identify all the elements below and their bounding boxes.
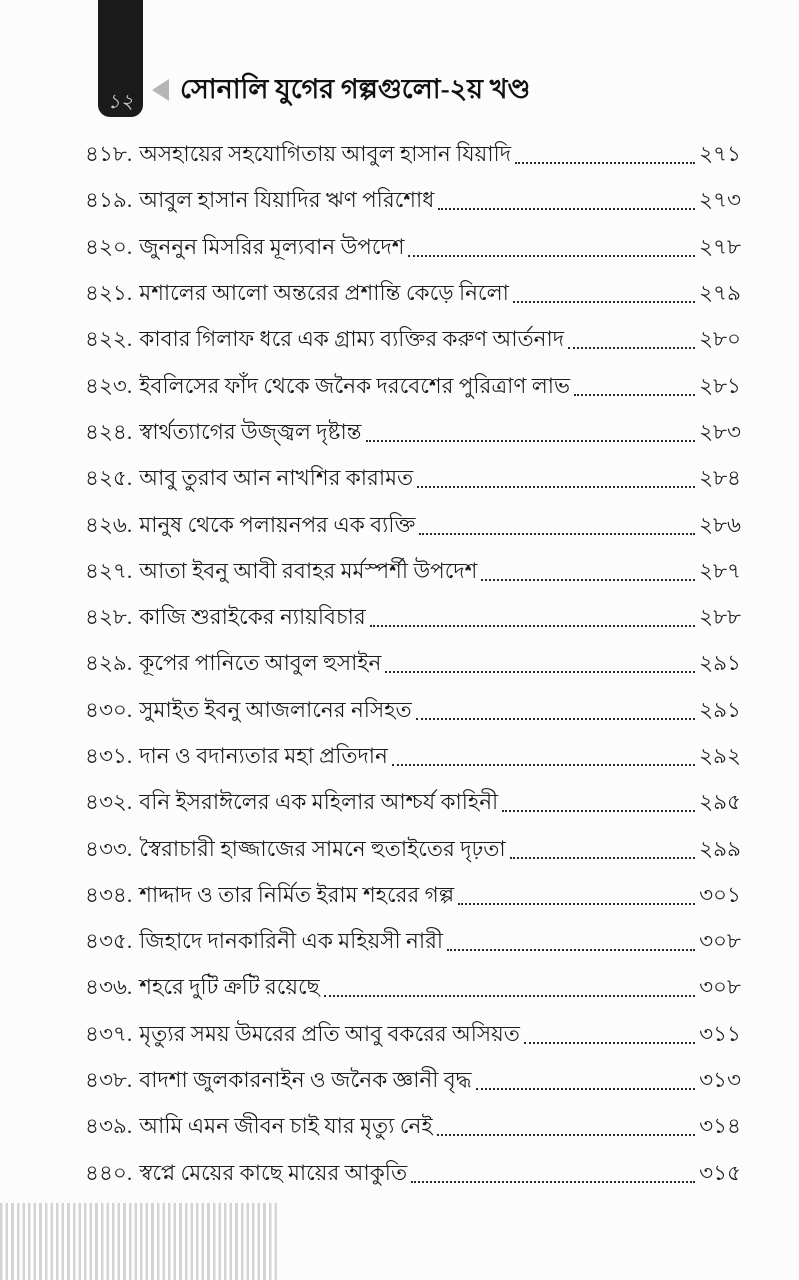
toc-entry-title: স্বপ্নে মেয়ের কাছে মায়ের আকুতি: [139, 1160, 408, 1185]
toc-row: [85, 920, 741, 966]
book-title: সোনালি যুগের গল্পগুলো-২য় খণ্ড: [180, 74, 531, 104]
toc-page-number: ২৯২: [699, 744, 741, 768]
dotted-leader: [437, 1134, 696, 1136]
page-number: ১২: [107, 91, 134, 113]
toc-row: [85, 1059, 741, 1105]
dotted-leader: [438, 208, 695, 210]
toc-page-number: ২৯১: [699, 697, 741, 722]
toc-serial: ৪৩৬.: [85, 975, 133, 1000]
toc-row: [85, 364, 741, 410]
toc-serial: ৪৩৫.: [85, 929, 133, 954]
dotted-leader: [370, 625, 695, 627]
toc-row: [85, 133, 741, 179]
dotted-leader: [366, 440, 696, 442]
toc-row: [85, 642, 741, 688]
toc-row: [85, 1105, 741, 1151]
toc-page-number: ২৯৫: [699, 790, 741, 815]
toc-page-number: ২৭৩: [699, 188, 741, 213]
toc-serial: ৪৩৪.: [85, 882, 133, 907]
toc-entry-title: আবু তুরাব আন নাখশির কারামত: [139, 466, 414, 491]
toc-entry-title: কাবার গিলাফ ধরে এক গ্রাম্য ব্যক্তির করুণ আর্তনাদ: [139, 327, 565, 352]
dotted-leader: [510, 857, 696, 859]
toc-page-number: ৩১১: [699, 1021, 741, 1046]
toc-serial: ৪২৬.: [85, 512, 133, 537]
toc-row: [85, 226, 741, 272]
toc-entry-title: মশালের আলো অন্তরের প্রশান্তি কেড়ে নিলো: [139, 281, 509, 306]
dotted-leader: [447, 949, 695, 951]
toc-row: [85, 781, 741, 827]
dotted-leader: [392, 764, 695, 766]
toc-row: [85, 550, 741, 596]
toc-serial: ৪৪০.: [85, 1160, 133, 1185]
toc-entry-title: স্বার্থত্যাগের উজ্জ্বল দৃষ্টান্ত: [139, 419, 362, 444]
page-number-tab: [98, 0, 143, 117]
dotted-leader: [568, 347, 695, 349]
dotted-leader: [502, 810, 695, 812]
toc-entry-title: কূপের পানিতে আবুল হুসাইন: [139, 651, 382, 676]
toc-page-number: ৩১৪: [699, 1114, 741, 1139]
toc-serial: ৪২০.: [85, 234, 133, 259]
toc-page-number: ২৯১: [699, 651, 741, 676]
toc-page-number: ২৮১: [699, 373, 741, 398]
toc-serial: ৪২৩.: [85, 373, 133, 398]
toc-serial: ৪৩৭.: [85, 1021, 133, 1046]
toc-entry-title: আতা ইবনু আবী রবাহর মর্মস্পর্শী উপদেশ: [139, 558, 478, 583]
toc-entry-title: মৃত্যুর সময় উমরের প্রতি আবু বকরের অসিয়ত: [139, 1021, 520, 1046]
dotted-leader: [408, 255, 695, 257]
dotted-leader: [324, 995, 695, 997]
toc-page-number: ২৮৭: [699, 558, 741, 583]
toc-entry-title: অসহায়ের সহযোগিতায় আবুল হাসান যিয়াদি: [139, 142, 511, 167]
toc-serial: ৪২৫.: [85, 466, 133, 491]
toc-page-number: ২৭৯: [699, 281, 741, 306]
dotted-leader: [513, 301, 695, 303]
toc-page-number: ৩০৮: [699, 975, 741, 1000]
dotted-leader: [419, 533, 695, 535]
toc-serial: ৪৩৩.: [85, 836, 133, 861]
dotted-leader: [476, 1088, 696, 1090]
toc-serial: ৪১৯.: [85, 188, 133, 213]
toc-entry-title: বাদশা জুলকারনাইন ও জনৈক জ্ঞানী বৃদ্ধ: [139, 1068, 472, 1093]
dotted-leader: [417, 486, 695, 488]
toc-page-number: ২৮৪: [699, 466, 741, 491]
toc-page-number: ২৭১: [699, 142, 741, 167]
dotted-leader: [458, 903, 695, 905]
toc-row: [85, 596, 741, 642]
dotted-leader: [416, 718, 696, 720]
toc-row: [85, 827, 741, 873]
toc-serial: ৪৩১.: [85, 744, 133, 768]
dotted-leader: [515, 162, 695, 164]
toc-serial: ৪২১.: [85, 281, 133, 306]
toc-page-number: ২৮৩: [699, 419, 741, 444]
toc-entry-title: আমি এমন জীবন চাই যার মৃত্যু নেই: [139, 1114, 433, 1139]
dotted-leader: [481, 579, 695, 581]
toc-entry-title: শহরে দুটি ক্রটি রয়েছে: [139, 975, 320, 1000]
toc-page-number: ৩১৫: [699, 1160, 741, 1185]
toc-page-number: ২৭৮: [699, 234, 741, 259]
dotted-leader: [385, 671, 695, 673]
toc-serial: ৪২৪.: [85, 419, 133, 444]
stripe-watermark: [0, 1203, 278, 1280]
toc-row: [85, 503, 741, 549]
toc-page-number: ৩০১: [699, 882, 741, 907]
toc-page-number: ২৮৮: [699, 605, 741, 630]
toc-serial: ৪৩৮.: [85, 1068, 133, 1093]
toc-serial: ৪৩০.: [85, 697, 133, 722]
toc-page-number: ২৮৬: [699, 512, 741, 537]
toc-row: [85, 874, 741, 920]
dotted-leader: [411, 1181, 695, 1183]
toc-entry-title: বনি ইসরাঈলের এক মহিলার আশ্চর্য কাহিনী: [139, 790, 499, 815]
toc-entry-title: জিহাদে দানকারিনী এক মহিয়সী নারী: [139, 929, 444, 954]
toc-row: [85, 272, 741, 318]
toc-serial: ৪২৮.: [85, 605, 133, 630]
toc-entry-title: সুমাইত ইবনু আজলানের নসিহত: [139, 697, 412, 722]
toc-page-number: ২৮০: [699, 327, 741, 352]
left-triangle-icon: [152, 79, 169, 101]
toc-row: [85, 179, 741, 225]
toc-row: [85, 1013, 741, 1059]
toc-serial: ৪৩৯.: [85, 1114, 133, 1139]
toc-entry-title: জুননুন মিসরির মূল্যবান উপদেশ: [139, 234, 405, 259]
toc-row: [85, 689, 741, 735]
toc-serial: ৪২৭.: [85, 558, 133, 583]
toc-entry-title: স্বৈরাচারী হাজ্জাজের সামনে হুতাইতের দৃঢ়তা: [139, 836, 506, 861]
toc-serial: ৪৩২.: [85, 790, 133, 815]
toc-row: [85, 966, 741, 1012]
toc-entry-title: কাজি শুরাইকের ন্যায়বিচার: [139, 605, 366, 630]
table-of-contents: [85, 133, 741, 1198]
toc-entry-title: আবুল হাসান যিয়াদির ঋণ পরিশোধ: [139, 188, 435, 213]
dotted-leader: [574, 394, 695, 396]
toc-row: [85, 1152, 741, 1198]
toc-page-number: ৩০৮: [699, 929, 741, 954]
toc-page-number: ২৯৯: [699, 836, 741, 861]
toc-entry-title: দান ও বদান্যতার মহা প্রতিদান: [139, 744, 388, 768]
toc-row: [85, 457, 741, 503]
toc-serial: ৪২২.: [85, 327, 133, 352]
toc-entry-title: ইবলিসের ফাঁদ থেকে জনৈক দরবেশের পুরিত্রাণ লাভ: [139, 373, 571, 398]
toc-row: [85, 411, 741, 457]
toc-row: [85, 735, 741, 781]
toc-entry-title: শাদ্দাদ ও তার নির্মিত ইরাম শহরের গল্প: [139, 882, 455, 907]
toc-entry-title: মানুষ থেকে পলায়নপর এক ব্যক্তি: [139, 512, 416, 537]
dotted-leader: [524, 1042, 695, 1044]
page-header: [152, 76, 530, 103]
toc-serial: ৪১৮.: [85, 142, 133, 167]
toc-serial: ৪২৯.: [85, 651, 133, 676]
toc-row: [85, 318, 741, 364]
toc-page-number: ৩১৩: [699, 1068, 741, 1093]
